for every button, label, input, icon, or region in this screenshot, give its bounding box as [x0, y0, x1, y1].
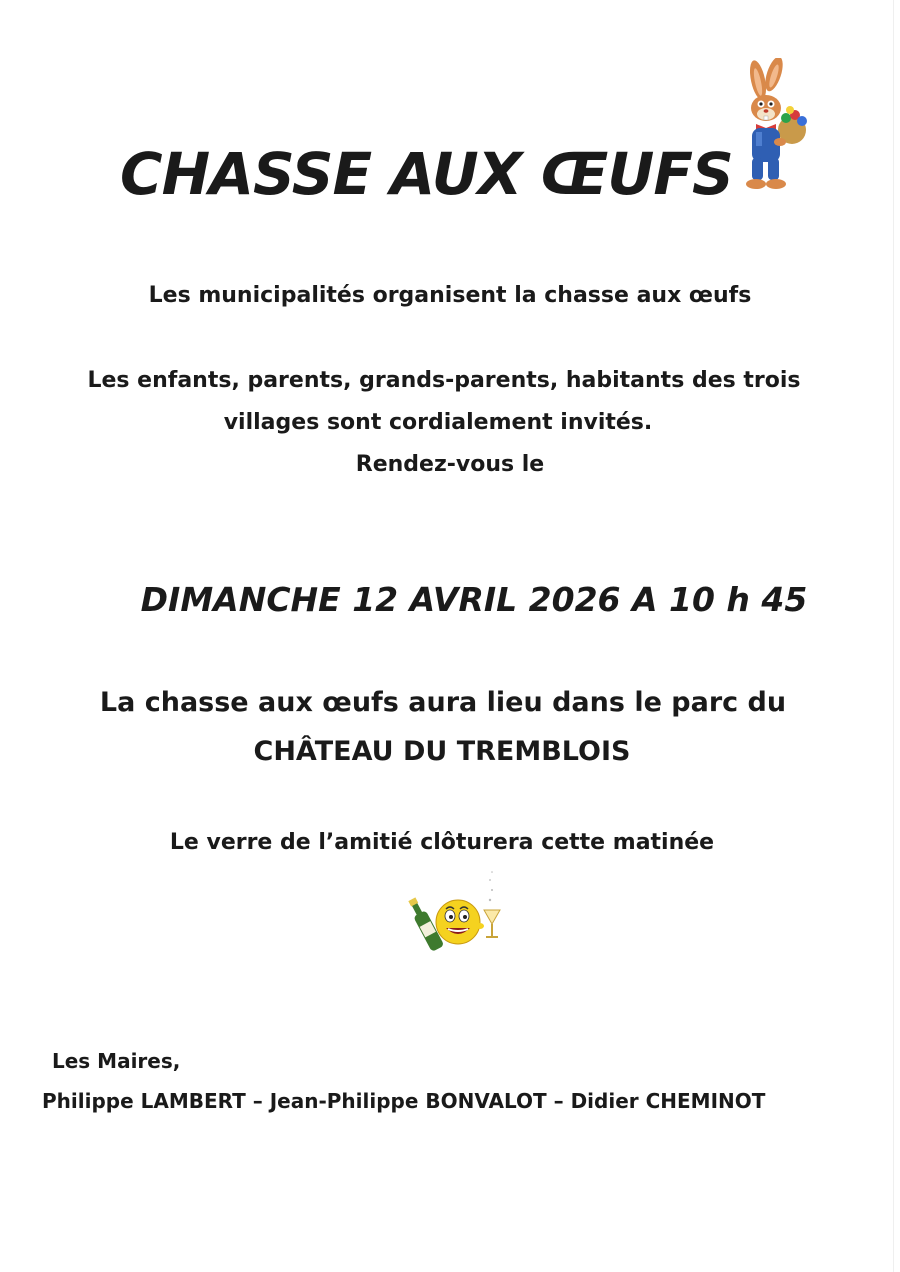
invitation-line-3: Rendez-vous le — [355, 452, 545, 477]
location-line-1: La chasse aux œufs aura lieu dans le parc du — [99, 687, 787, 718]
page-title: CHASSE AUX ŒUFS — [120, 140, 733, 208]
signature-label: Les Maires, — [52, 1049, 181, 1073]
intro-text: Les municipalités organisent la chasse aux œufs — [148, 283, 752, 308]
champagne-smiley-icon — [404, 866, 508, 962]
closing-text: Le verre de l’amitié clôturera cette matinée — [169, 830, 715, 855]
event-date: DIMANCHE 12 AVRIL 2026 A 10 h 45 — [140, 580, 808, 619]
page-edge — [893, 0, 894, 1272]
invitation-line-2: villages sont cordialement invités. — [223, 410, 653, 435]
easter-bunny-icon — [728, 58, 812, 198]
location-line-2: CHÂTEAU DU TREMBLOIS — [253, 736, 631, 767]
invitation-line-1: Les enfants, parents, grands-parents, habitants des trois — [87, 368, 801, 393]
signature-names: Philippe LAMBERT – Jean-Philippe BONVALOT – Didier CHEMINOT — [42, 1089, 766, 1113]
